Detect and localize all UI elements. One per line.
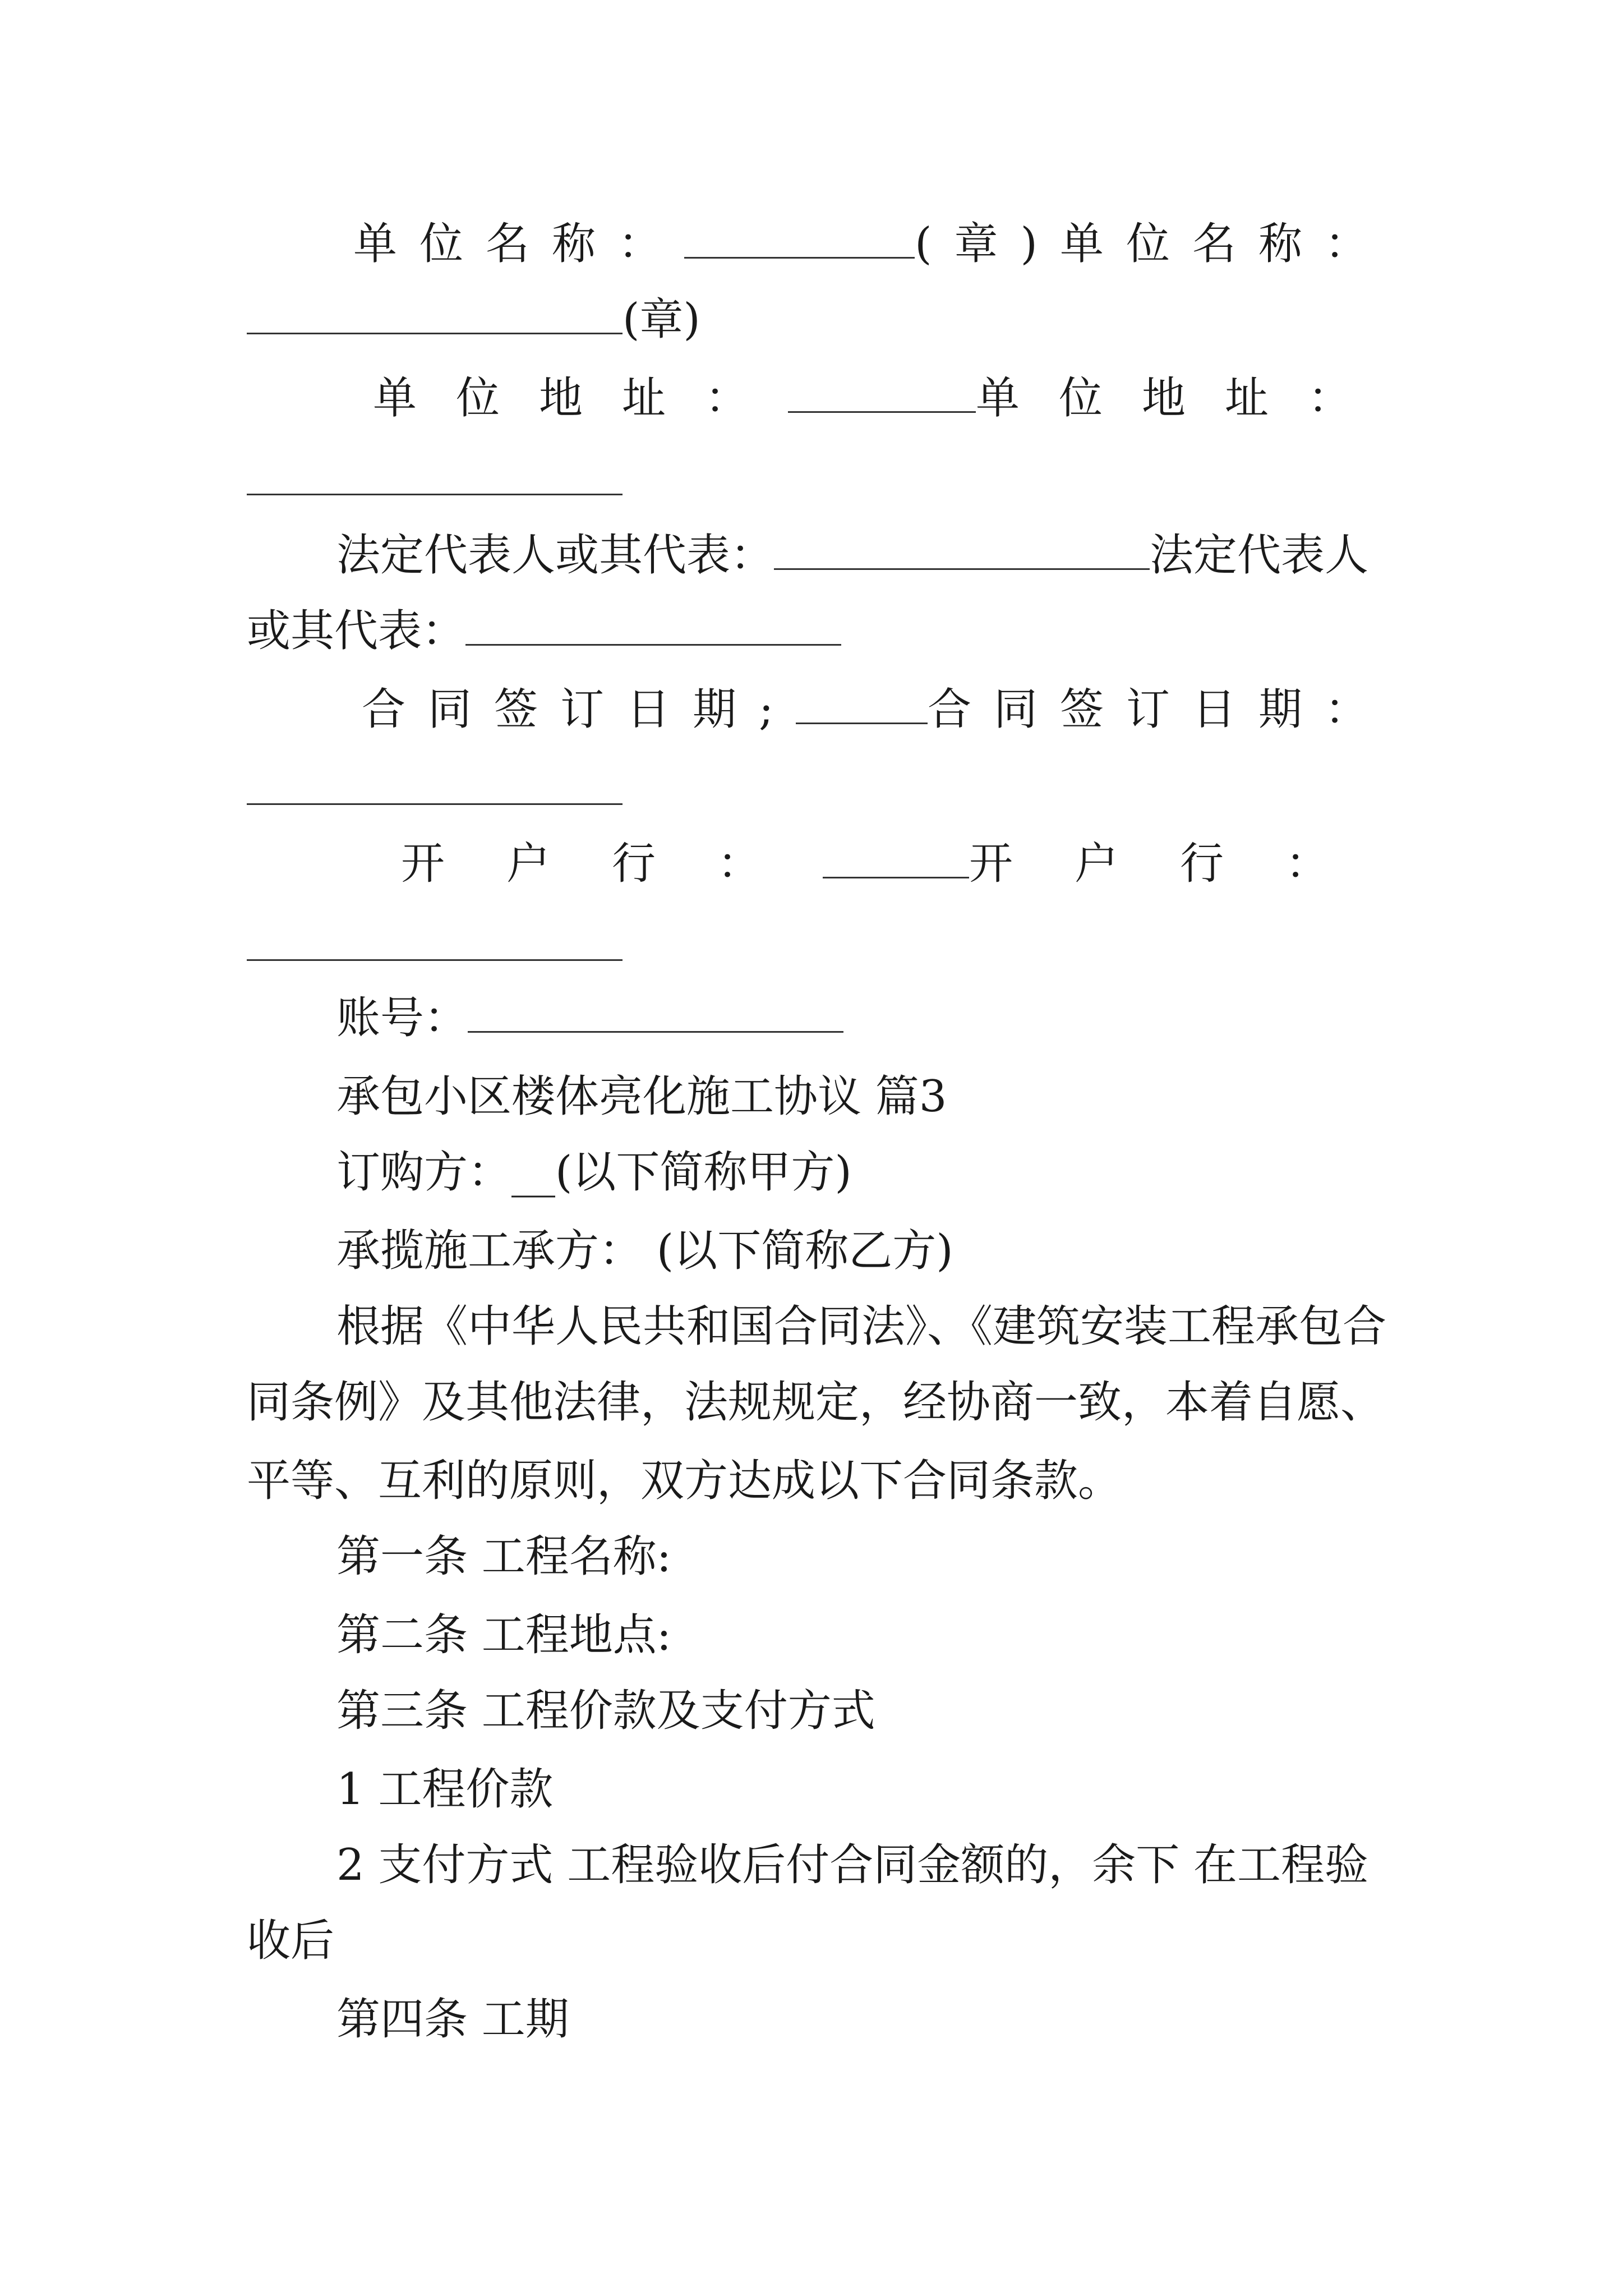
buyer-line: 订购方：__(以下简称甲方): [336, 1147, 852, 1198]
unit-address-row: [373, 359, 1391, 438]
bank-blank-2[interactable]: [247, 959, 623, 961]
sign-date-label: 合同签订日期;: [362, 684, 796, 735]
unit-address-blank-2[interactable]: [247, 494, 623, 495]
unit-name-row-2: [247, 280, 1391, 359]
legal-rep-blank[interactable]: [774, 524, 1150, 570]
unit-address-blank[interactable]: [788, 367, 976, 413]
bank-row: [401, 825, 1391, 903]
sign-date-label-2: 合同签订日期：: [927, 684, 1391, 735]
item-2-line-2: 收后: [247, 1916, 335, 1966]
unit-name-row: [353, 205, 1391, 283]
section-title: 承包小区楼体亮化施工协议 篇3: [336, 1071, 947, 1122]
seal-end: (章): [623, 295, 700, 345]
unit-address-label: 单位地址：: [373, 373, 789, 424]
legal-rep-blank-2[interactable]: [465, 600, 841, 646]
bank-label-2: 开户行：: [969, 839, 1391, 889]
article-3: 第三条 工程价款及支付方式: [336, 1686, 875, 1736]
account-row: [336, 979, 1391, 1057]
preamble-line-1: 根据《中华人民共和国合同法》、《建筑安装工程承包合: [336, 1301, 1387, 1352]
bank-label: 开户行：: [401, 839, 823, 889]
bank-blank[interactable]: [823, 833, 969, 878]
legal-rep-row: [336, 516, 1391, 595]
contractor-line: 承揽施工承方： (以下简称乙方): [336, 1226, 953, 1276]
legal-rep-row-2: [247, 592, 1391, 670]
account-blank[interactable]: [468, 987, 843, 1033]
unit-name-blank-2[interactable]: [247, 289, 623, 334]
seal-mid: (章): [915, 219, 1060, 269]
preamble-line-3: 平等、互利的原则，双方达成以下合同条款。: [247, 1456, 1122, 1506]
legal-rep-label-2a: 法定代表人: [1150, 530, 1369, 581]
article-2: 第二条 工程地点:: [336, 1610, 672, 1660]
unit-address-label-2: 单位地址：: [975, 373, 1391, 424]
legal-rep-label-2b: 或其代表：: [247, 606, 466, 656]
sign-date-row: [362, 670, 1391, 749]
unit-name-label: 单位名称：: [353, 219, 685, 269]
sign-date-blank-2[interactable]: [247, 803, 623, 805]
item-1: 1 工程价款: [336, 1764, 554, 1815]
article-4: 第四条 工期: [336, 1994, 569, 2045]
item-2-line-1: 2 支付方式 工程验收后付合同金额的，余下 在工程验: [336, 1840, 1369, 1890]
sign-date-blank[interactable]: [796, 679, 928, 724]
article-1: 第一条 工程名称:: [336, 1531, 672, 1582]
unit-name-blank[interactable]: [684, 213, 915, 259]
preamble-line-2: 同条例》及其他法律，法规规定，经协商一致，本着自愿、: [247, 1377, 1385, 1428]
account-label: 账号：: [336, 993, 468, 1043]
legal-rep-label: 法定代表人或其代表：: [336, 530, 774, 581]
unit-name-label-2: 单位名称：: [1059, 219, 1391, 269]
